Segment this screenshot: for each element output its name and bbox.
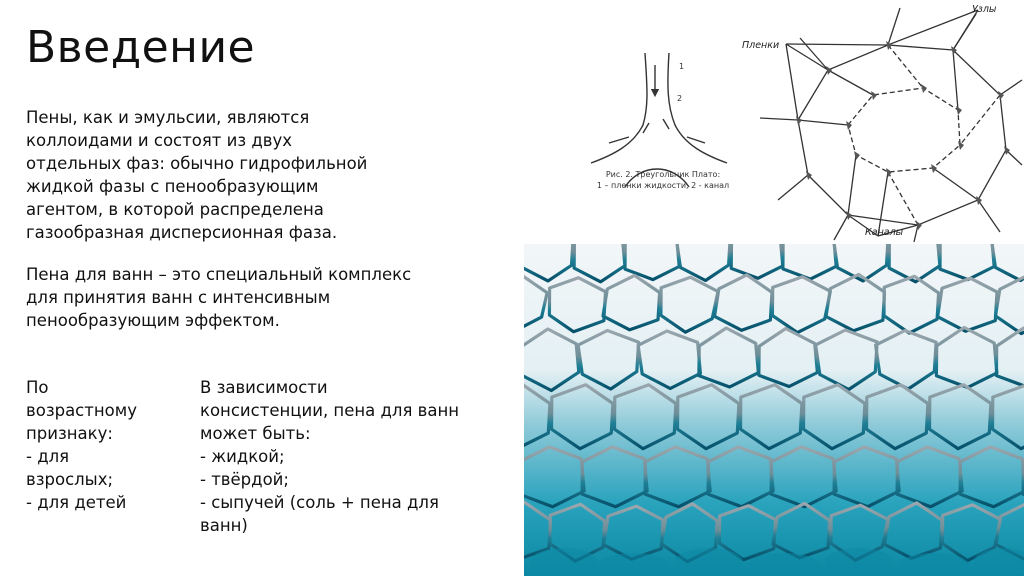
foam-photo: [524, 244, 1024, 576]
label-nodes: Узлы: [972, 4, 997, 15]
age-classification: По возрастному признаку: - для взрослых; - для детей: [26, 378, 137, 512]
intro-paragraph: Пены, как и эмульсии, являются коллоидами и состоят из двух отдельных фаз: обычно гидрофильной жидкой фазы с пенообразующим агентом, в которой распределена газообразная дисперсионная фаза.: [26, 108, 368, 242]
consistency-classification: В зависимости консистенции, пена для ванн может быть: - жидкой; - твёрдой; - сыпучей (соль + пена для ванн): [200, 378, 460, 535]
label-channels: Каналы: [865, 227, 904, 238]
label-films: Пленки: [742, 40, 780, 51]
plateau-caption: Рис. 2. Треугольник Плато: 1 – пленки жидкости, 2 - канал: [596, 170, 730, 190]
plateau-label-2: 2: [677, 94, 683, 103]
foam-cell-diagram: [738, 0, 1024, 244]
slide-title: Введение: [26, 22, 256, 73]
plateau-label-1: 1: [679, 62, 685, 71]
bath-foam-paragraph: Пена для ванн – это специальный комплекс для принятия ванн с интенсивным пенообразующим эффектом.: [26, 265, 412, 330]
